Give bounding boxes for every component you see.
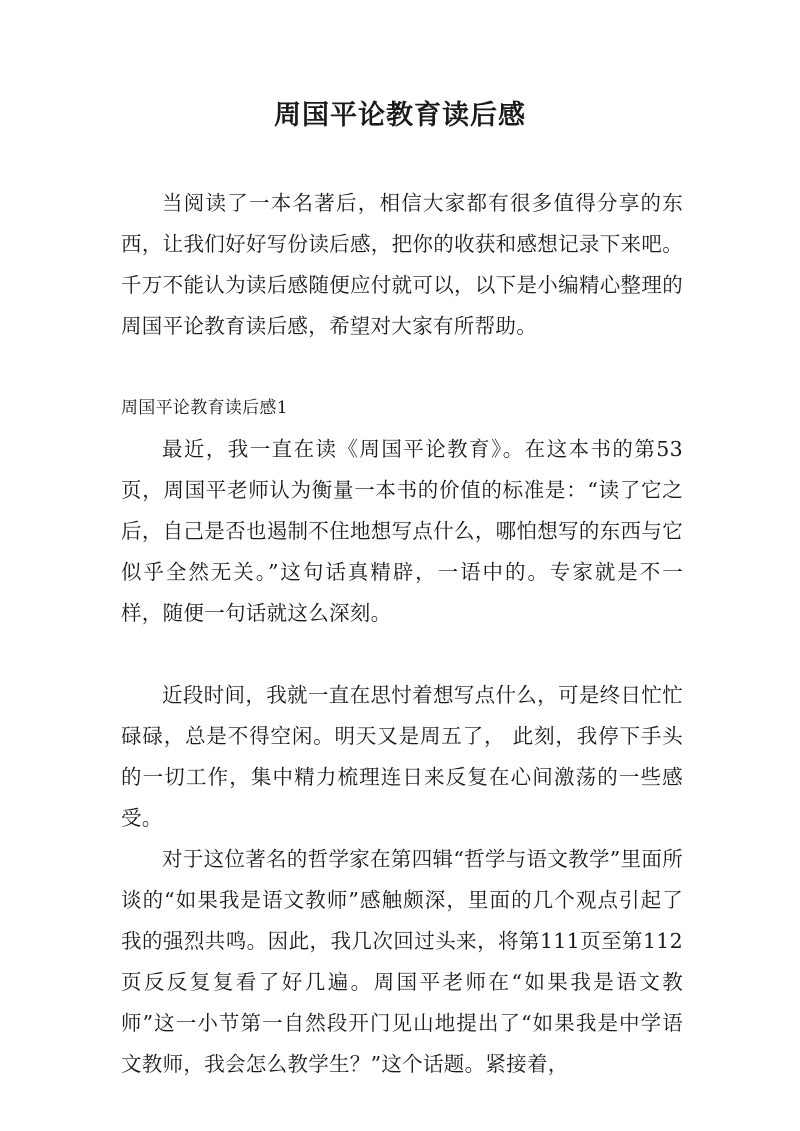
- section-heading: 周国平论教育读后感1: [121, 398, 288, 418]
- spacer: [121, 347, 683, 388]
- spacer: [121, 634, 683, 675]
- body-paragraph-3: 对于这位著名的哲学家在第四辑“哲学与语文教学”里面所谈的“如果我是语文教师”感触颇深，里面的几个观点引起了我的强烈共鸣。因此，我几次回过头来，将第111页至第112页反反复复看了好几遍。周国平老师在“如果我是语文教师”这一小节第一自然段开门见山地提出了“如果我是中学语文教师，我会怎么教学生？”这个话题。紧接着，: [121, 847, 683, 1076]
- intro-paragraph: 当阅读了一本名著后，相信大家都有很多值得分享的东西，让我们好好写份读后感，把你的收获和感想记录下来吧。千万不能认为读后感随便应付就可以，以下是小编精心整理的周国平论教育读后感，希望对大家有所帮助。: [121, 191, 683, 338]
- document-title: 周国平论教育读后感: [274, 100, 526, 131]
- document-body: [121, 183, 683, 1085]
- body-paragraph-2: 近段时间，我就一直在思忖着想写点什么，可是终日忙忙碌碌，总是不得空闲。明天又是周五了， 此刻，我停下手头的一切工作，集中精力梳理连日来反复在心间激荡的一些感受。: [121, 683, 683, 830]
- body-paragraph-1: 最近，我一直在读《周国平论教育》。在这本书的第53页，周国平老师认为衡量一本书的价值的标准是：“读了它之后，自己是否也遏制不住地想写点什么，哪怕想写的东西与它似乎全然无关。”这句话真精辟，一语中的。专家就是不一样，随便一句话就这么深刻。: [121, 437, 683, 625]
